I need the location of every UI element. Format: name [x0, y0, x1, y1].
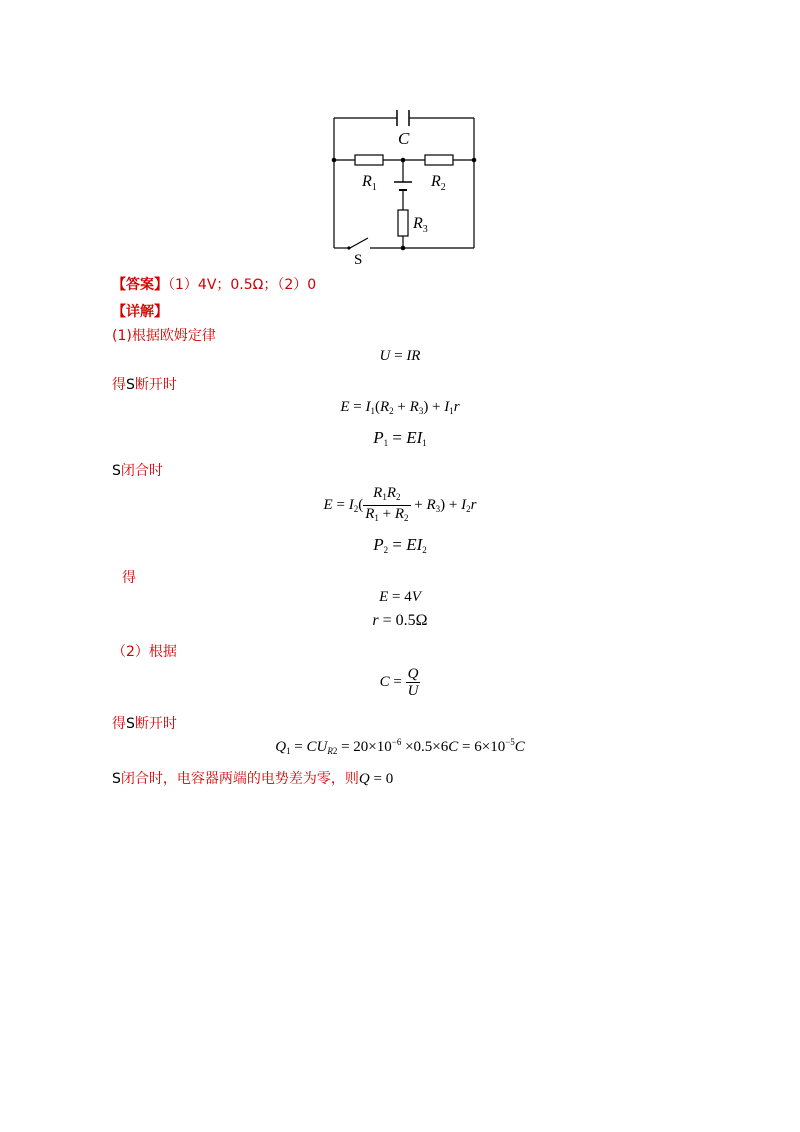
answer-text: （1）4V；0.5Ω；（2）0 — [168, 277, 317, 293]
eq-closed-P: $P_2 = EI_2$ — [373, 535, 427, 555]
para-final: S闭合时，电容器两端的电势差为零，则Q = 0 — [112, 771, 394, 787]
r2-label: R — [431, 173, 441, 190]
svg-text:R3: $R_3$ — [413, 215, 428, 235]
svg-text:R1: $R_1$ — [362, 173, 377, 193]
eq-open-E: $E = I_1(R_2 + R_3) + I_1r$ — [340, 399, 460, 416]
para-ohm-law: (1)根据欧姆定律 — [112, 328, 216, 344]
r1-label: R — [362, 173, 372, 190]
circuit-diagram — [320, 105, 490, 265]
eq-closed-E: $E = I_2$( $\frac{R_1R_2}{R_1 + R_2}$ + $R_3) + I_2r$ — [323, 485, 477, 523]
eq-r-value: r = 0.5Ω — [372, 612, 428, 629]
para-part2: （2）根据 — [112, 644, 177, 660]
eq-open-P: $P_1 = EI_1$ — [373, 428, 427, 448]
eq-capacitance: C = $\frac{Q}{U}$ — [379, 666, 419, 699]
svg-text:R2: $R_2$ — [431, 173, 446, 193]
para-result: 得 — [122, 570, 136, 586]
detail-tag: 【详解】 — [112, 304, 168, 320]
capacitor-label: C — [398, 129, 410, 148]
answer-line — [112, 274, 316, 294]
para-switch-closed: S闭合时 — [112, 463, 163, 479]
r3-label: R — [413, 215, 423, 232]
eq-E-value: E = 4V — [379, 589, 421, 605]
para-switch-open-2: 得S断开时 — [112, 716, 177, 732]
para-switch-open: 得S断开时 — [112, 377, 177, 393]
eq-ohm: U = IR — [379, 348, 421, 364]
eq-charge: $Q_1 = CU_{R2} = 20\times 10^{-6} \times 0.5\times 6C = 6\times 10^{-5}C$ — [275, 737, 525, 756]
switch-label: S — [354, 252, 363, 265]
answer-tag: 【答案】 — [112, 277, 168, 293]
